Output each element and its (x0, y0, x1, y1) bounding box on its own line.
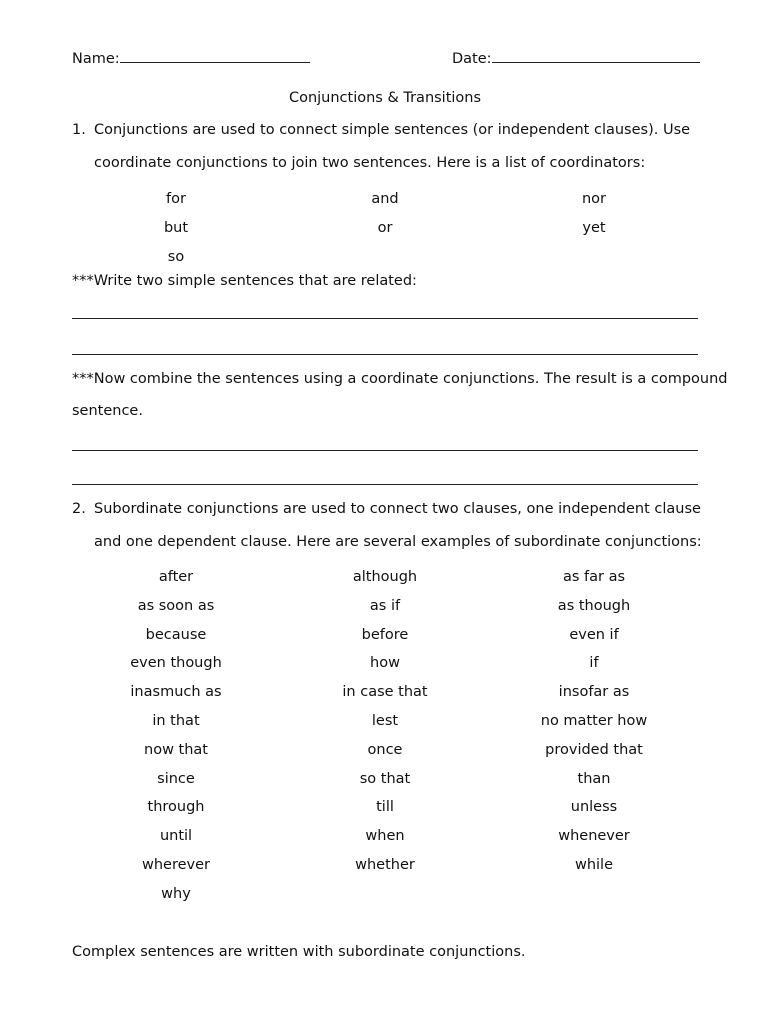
subordinator-word: even if (569, 626, 619, 643)
subordinator-word: how (370, 655, 400, 672)
subordinator-word: through (147, 799, 205, 816)
answer-line[interactable] (72, 484, 698, 485)
subordinator-word: whenever (558, 828, 630, 845)
prompt-write-sentences: ***Write two simple sentences that are related: (72, 273, 417, 289)
section2-line1: Subordinate conjunctions are used to connect two clauses, one independent clause (94, 501, 701, 517)
coordinator-word: so (167, 249, 185, 265)
answer-line[interactable] (72, 450, 698, 451)
subordinator-word: before (361, 626, 409, 643)
date-label: Date: (452, 51, 492, 67)
coordinator-word: but (163, 220, 189, 236)
subordinator-word: no matter how (540, 713, 648, 729)
subordinator-word: even though (130, 655, 222, 672)
page-title: Conjunctions & Transitions (288, 90, 482, 106)
subordinator-word: inasmuch as (130, 684, 222, 701)
prompt-combine-line1: ***Now combine the sentences using a coordinate conjunctions. The result is a compound (72, 371, 728, 387)
subordinator-word: as soon as (137, 597, 215, 614)
date-field (452, 50, 700, 67)
subordinator-word: till (376, 799, 394, 816)
answer-line[interactable] (72, 354, 698, 355)
subordinator-word: once (367, 741, 403, 758)
section1-line1: Conjunctions are used to connect simple sentences (or independent clauses). Use (94, 122, 691, 138)
subordinator-word: since (157, 770, 195, 787)
prompt-combine-line2: sentence. (72, 403, 143, 419)
subordinator-word: in case that (342, 684, 428, 701)
subordinator-word: than (577, 770, 611, 787)
subordinator-word: wherever (142, 857, 210, 873)
subordinator-word: whether (355, 857, 415, 873)
subordinator-word: because (145, 626, 207, 643)
subordinator-word: although (352, 569, 418, 585)
date-blank[interactable] (492, 50, 700, 63)
section2-number: 2. (72, 501, 86, 517)
subordinator-word: so that (359, 770, 411, 787)
section1-line2: coordinate conjunctions to join two sentences. Here is a list of coordinators: (94, 155, 646, 171)
subordinator-word: insofar as (558, 684, 630, 701)
coordinator-word: for (166, 191, 186, 207)
subordinator-word: now that (144, 741, 208, 758)
section1-number: 1. (72, 122, 86, 138)
subordinator-word: until (159, 828, 193, 845)
section2-line2: and one dependent clause. Here are several examples of subordinate conjunctions: (94, 534, 702, 550)
subordinator-word: provided that (545, 741, 643, 758)
subordinator-word: if (589, 655, 599, 672)
name-blank[interactable] (120, 50, 310, 63)
subordinator-word: while (574, 857, 614, 873)
subordinator-word: why (161, 885, 191, 902)
subordinator-word: as far as (562, 569, 626, 585)
subordinator-word: as if (369, 597, 401, 614)
subordinator-word: after (158, 569, 194, 585)
name-field (72, 50, 310, 67)
answer-line[interactable] (72, 318, 698, 319)
coordinator-word: or (377, 220, 393, 236)
subordinator-word: unless (570, 799, 618, 816)
coordinator-word: nor (581, 191, 607, 207)
coordinator-word: yet (582, 220, 606, 236)
subordinator-word: lest (371, 713, 399, 729)
subordinator-word: as though (557, 597, 631, 614)
closing-note: Complex sentences are written with subordinate conjunctions. (72, 944, 526, 960)
subordinator-word: in that (152, 713, 200, 729)
name-label: Name: (72, 51, 120, 67)
subordinator-word: when (365, 828, 405, 845)
coordinator-word: and (371, 191, 399, 207)
